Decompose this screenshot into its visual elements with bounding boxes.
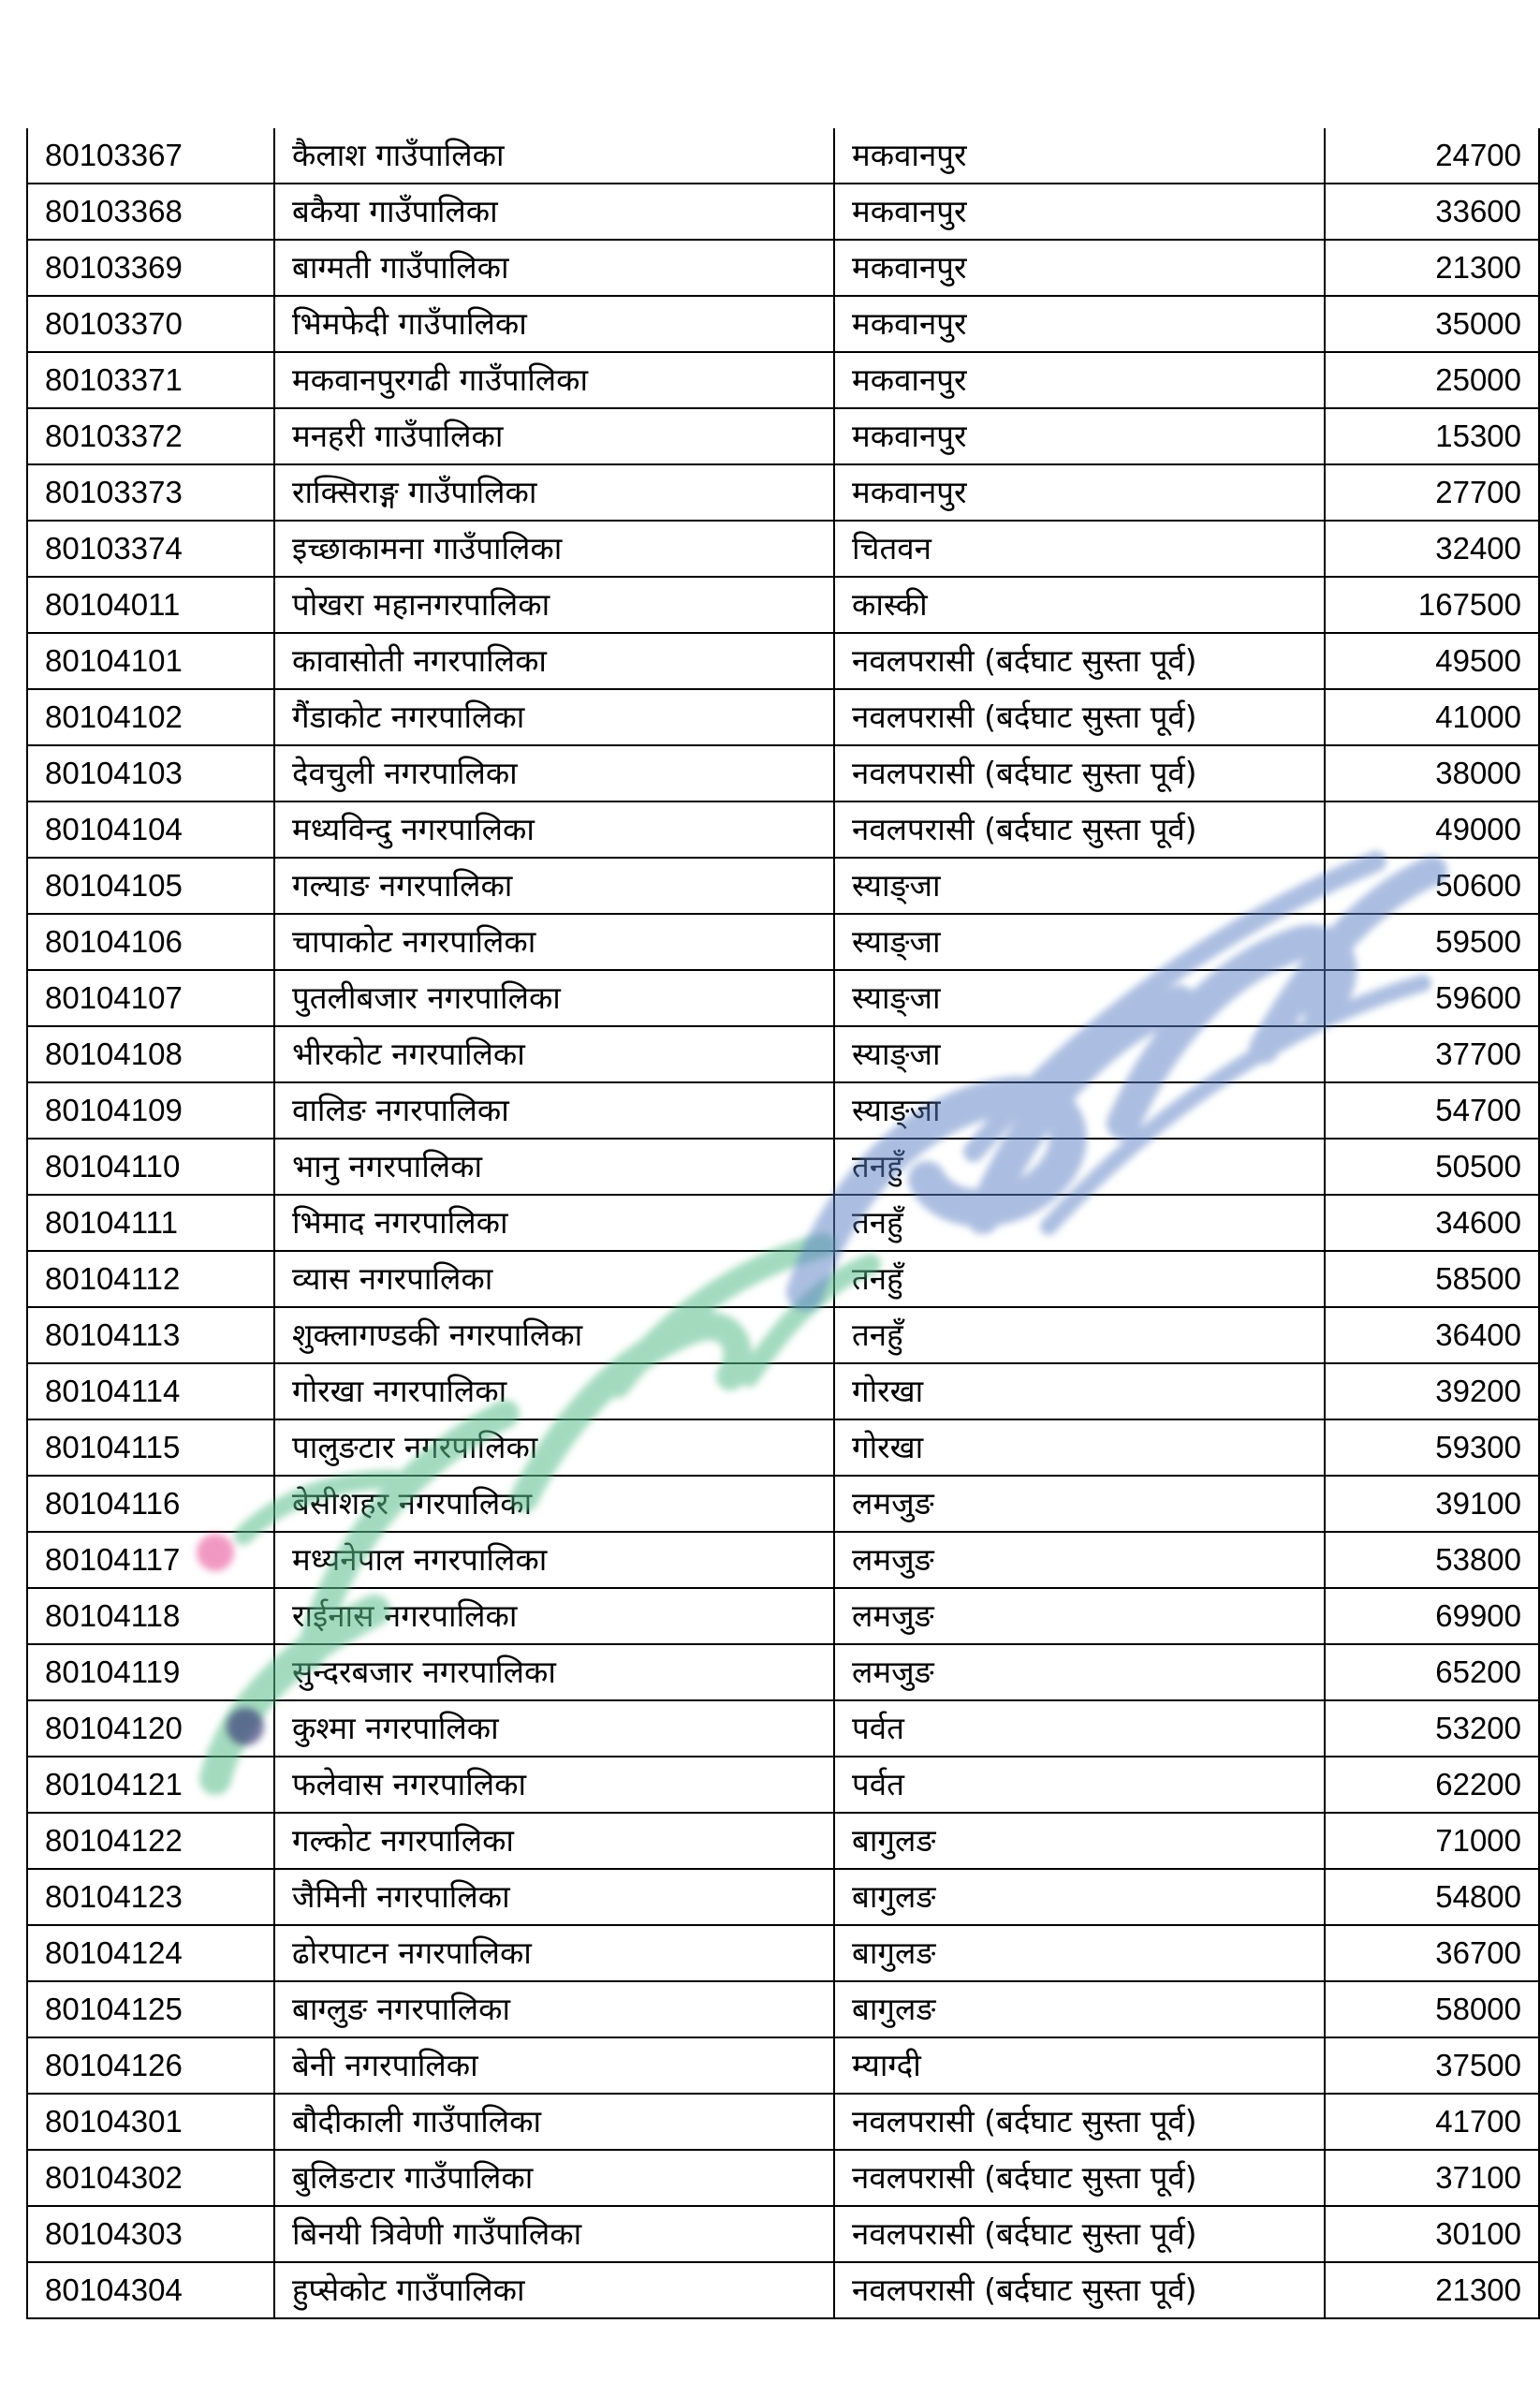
cell-code: 80103368 <box>27 184 274 240</box>
table-row <box>27 1700 1539 1757</box>
table-row <box>27 128 1539 184</box>
cell-district: स्याङ्जा <box>834 1082 1325 1139</box>
cell-district: लमजुङ <box>834 1588 1325 1644</box>
cell-amount: 59500 <box>1325 914 1539 970</box>
cell-district: स्याङ्जा <box>834 1026 1325 1082</box>
cell-amount: 53200 <box>1325 1700 1539 1757</box>
cell-code: 80104101 <box>27 633 274 689</box>
cell-district: नवलपरासी (बर्दघाट सुस्ता पूर्व) <box>834 689 1325 745</box>
cell-amount: 15300 <box>1325 408 1539 464</box>
cell-code: 80104011 <box>27 577 274 633</box>
cell-amount: 69900 <box>1325 1588 1539 1644</box>
table-row <box>27 745 1539 801</box>
table-row <box>27 689 1539 745</box>
cell-code: 80104117 <box>27 1532 274 1588</box>
cell-municipality-name: जैमिनी नगरपालिका <box>274 1869 834 1925</box>
cell-amount: 167500 <box>1325 577 1539 633</box>
cell-district: बागुलङ <box>834 1925 1325 1981</box>
cell-district: स्याङ्जा <box>834 914 1325 970</box>
cell-municipality-name: कैलाश गाउँपालिका <box>274 128 834 184</box>
cell-code: 80103373 <box>27 464 274 521</box>
cell-amount: 65200 <box>1325 1644 1539 1700</box>
cell-district: तनहुँ <box>834 1195 1325 1251</box>
cell-amount: 58000 <box>1325 1981 1539 2037</box>
cell-amount: 33600 <box>1325 184 1539 240</box>
cell-amount: 34600 <box>1325 1195 1539 1251</box>
cell-district: लमजुङ <box>834 1532 1325 1588</box>
table-row <box>27 408 1539 464</box>
cell-municipality-name: हुप्सेकोट गाउँपालिका <box>274 2262 834 2318</box>
cell-amount: 58500 <box>1325 1251 1539 1307</box>
cell-code: 80104302 <box>27 2150 274 2206</box>
cell-municipality-name: बेनी नगरपालिका <box>274 2037 834 2094</box>
cell-municipality-name: गल्याङ नगरपालिका <box>274 858 834 914</box>
cell-district: स्याङ्जा <box>834 970 1325 1026</box>
cell-code: 80103369 <box>27 240 274 296</box>
cell-municipality-name: बाग्मती गाउँपालिका <box>274 240 834 296</box>
cell-municipality-name: सुन्दरबजार नगरपालिका <box>274 1644 834 1700</box>
cell-municipality-name: कावासोती नगरपालिका <box>274 633 834 689</box>
table-row <box>27 2262 1539 2318</box>
table-row <box>27 801 1539 858</box>
cell-district: मकवानपुर <box>834 240 1325 296</box>
cell-amount: 49500 <box>1325 633 1539 689</box>
cell-municipality-name: पुतलीबजार नगरपालिका <box>274 970 834 1026</box>
cell-code: 80103370 <box>27 296 274 352</box>
cell-amount: 37100 <box>1325 2150 1539 2206</box>
cell-district: कास्की <box>834 577 1325 633</box>
cell-district: मकवानपुर <box>834 464 1325 521</box>
cell-amount: 24700 <box>1325 128 1539 184</box>
cell-district: बागुलङ <box>834 1869 1325 1925</box>
cell-district: नवलपरासी (बर्दघाट सुस्ता पूर्व) <box>834 2150 1325 2206</box>
cell-municipality-name: भिमफेदी गाउँपालिका <box>274 296 834 352</box>
cell-code: 80104105 <box>27 858 274 914</box>
cell-municipality-name: मध्यविन्दु नगरपालिका <box>274 801 834 858</box>
cell-code: 80104125 <box>27 1981 274 2037</box>
cell-code: 80104114 <box>27 1363 274 1419</box>
cell-district: मकवानपुर <box>834 128 1325 184</box>
cell-district: पर्वत <box>834 1700 1325 1757</box>
cell-amount: 21300 <box>1325 240 1539 296</box>
cell-municipality-name: बिनयी त्रिवेणी गाउँपालिका <box>274 2206 834 2262</box>
cell-municipality-name: बौदीकाली गाउँपालिका <box>274 2094 834 2150</box>
cell-district: तनहुँ <box>834 1139 1325 1195</box>
cell-code: 80104301 <box>27 2094 274 2150</box>
cell-municipality-name: व्यास नगरपालिका <box>274 1251 834 1307</box>
cell-municipality-name: इच्छाकामना गाउँपालिका <box>274 521 834 577</box>
cell-code: 80104124 <box>27 1925 274 1981</box>
cell-amount: 49000 <box>1325 801 1539 858</box>
table-row <box>27 858 1539 914</box>
cell-amount: 39100 <box>1325 1476 1539 1532</box>
cell-district: नवलपरासी (बर्दघाट सुस्ता पूर्व) <box>834 2262 1325 2318</box>
cell-district: बागुलङ <box>834 1981 1325 2037</box>
table-row <box>27 1813 1539 1869</box>
cell-code: 80104119 <box>27 1644 274 1700</box>
cell-amount: 30100 <box>1325 2206 1539 2262</box>
cell-municipality-name: मध्यनेपाल नगरपालिका <box>274 1532 834 1588</box>
cell-municipality-name: पालुङटार नगरपालिका <box>274 1419 834 1476</box>
cell-municipality-name: राक्सिराङ्ग गाउँपालिका <box>274 464 834 521</box>
table-row <box>27 1588 1539 1644</box>
table-row <box>27 1532 1539 1588</box>
table-row <box>27 1251 1539 1307</box>
cell-code: 80104109 <box>27 1082 274 1139</box>
table-row <box>27 1307 1539 1363</box>
cell-amount: 50600 <box>1325 858 1539 914</box>
cell-district: गोरखा <box>834 1419 1325 1476</box>
table-row <box>27 1476 1539 1532</box>
table-row <box>27 1363 1539 1419</box>
cell-municipality-name: शुक्लागण्डकी नगरपालिका <box>274 1307 834 1363</box>
cell-code: 80104112 <box>27 1251 274 1307</box>
cell-municipality-name: राईनास नगरपालिका <box>274 1588 834 1644</box>
cell-district: तनहुँ <box>834 1251 1325 1307</box>
table-row <box>27 2037 1539 2094</box>
table-row <box>27 2150 1539 2206</box>
cell-municipality-name: गोरखा नगरपालिका <box>274 1363 834 1419</box>
cell-code: 80104122 <box>27 1813 274 1869</box>
table-row <box>27 1026 1539 1082</box>
cell-code: 80104126 <box>27 2037 274 2094</box>
table-row <box>27 521 1539 577</box>
cell-municipality-name: कुश्मा नगरपालिका <box>274 1700 834 1757</box>
cell-amount: 36700 <box>1325 1925 1539 1981</box>
cell-district: मकवानपुर <box>834 352 1325 408</box>
table-row <box>27 1757 1539 1813</box>
table-row <box>27 577 1539 633</box>
cell-code: 80103367 <box>27 128 274 184</box>
cell-code: 80104111 <box>27 1195 274 1251</box>
cell-code: 80104304 <box>27 2262 274 2318</box>
cell-amount: 39200 <box>1325 1363 1539 1419</box>
cell-municipality-name: बुलिङटार गाउँपालिका <box>274 2150 834 2206</box>
cell-code: 80104106 <box>27 914 274 970</box>
cell-district: मकवानपुर <box>834 296 1325 352</box>
cell-code: 80104115 <box>27 1419 274 1476</box>
cell-amount: 25000 <box>1325 352 1539 408</box>
cell-district: नवलपरासी (बर्दघाट सुस्ता पूर्व) <box>834 2094 1325 2150</box>
table-row <box>27 184 1539 240</box>
cell-municipality-name: वालिङ नगरपालिका <box>274 1082 834 1139</box>
cell-municipality-name: पोखरा महानगरपालिका <box>274 577 834 633</box>
table-row <box>27 240 1539 296</box>
cell-municipality-name: बेसीशहर नगरपालिका <box>274 1476 834 1532</box>
table-row <box>27 1419 1539 1476</box>
cell-code: 80103371 <box>27 352 274 408</box>
cell-municipality-name: फलेवास नगरपालिका <box>274 1757 834 1813</box>
cell-district: नवलपरासी (बर्दघाट सुस्ता पूर्व) <box>834 745 1325 801</box>
cell-municipality-name: भिमाद नगरपालिका <box>274 1195 834 1251</box>
cell-district: बागुलङ <box>834 1813 1325 1869</box>
municipality-budget-table <box>26 128 1540 2319</box>
cell-district: नवलपरासी (बर्दघाट सुस्ता पूर्व) <box>834 2206 1325 2262</box>
cell-municipality-name: चापाकोट नगरपालिका <box>274 914 834 970</box>
cell-district: लमजुङ <box>834 1476 1325 1532</box>
table-row <box>27 352 1539 408</box>
cell-district: तनहुँ <box>834 1307 1325 1363</box>
cell-municipality-name: बकैया गाउँपालिका <box>274 184 834 240</box>
table-row <box>27 633 1539 689</box>
cell-code: 80104303 <box>27 2206 274 2262</box>
cell-municipality-name: भीरकोट नगरपालिका <box>274 1026 834 1082</box>
cell-municipality-name: मकवानपुरगढी गाउँपालिका <box>274 352 834 408</box>
cell-amount: 41700 <box>1325 2094 1539 2150</box>
cell-amount: 32400 <box>1325 521 1539 577</box>
cell-municipality-name: बाग्लुङ नगरपालिका <box>274 1981 834 2037</box>
cell-district: मकवानपुर <box>834 184 1325 240</box>
table-body <box>27 128 1539 2318</box>
cell-district: नवलपरासी (बर्दघाट सुस्ता पूर्व) <box>834 801 1325 858</box>
cell-amount: 21300 <box>1325 2262 1539 2318</box>
cell-amount: 62200 <box>1325 1757 1539 1813</box>
table-row <box>27 1195 1539 1251</box>
cell-amount: 54800 <box>1325 1869 1539 1925</box>
table-row <box>27 1869 1539 1925</box>
table-row <box>27 2206 1539 2262</box>
cell-municipality-name: गल्कोट नगरपालिका <box>274 1813 834 1869</box>
cell-amount: 54700 <box>1325 1082 1539 1139</box>
table-row <box>27 970 1539 1026</box>
cell-code: 80104107 <box>27 970 274 1026</box>
cell-district: स्याङ्जा <box>834 858 1325 914</box>
cell-amount: 59300 <box>1325 1419 1539 1476</box>
cell-amount: 41000 <box>1325 689 1539 745</box>
cell-code: 80104120 <box>27 1700 274 1757</box>
cell-code: 80103374 <box>27 521 274 577</box>
table-row <box>27 1644 1539 1700</box>
table-row <box>27 914 1539 970</box>
table-row <box>27 1925 1539 1981</box>
cell-municipality-name: भानु नगरपालिका <box>274 1139 834 1195</box>
cell-municipality-name: गैंडाकोट नगरपालिका <box>274 689 834 745</box>
table-row <box>27 2094 1539 2150</box>
cell-amount: 36400 <box>1325 1307 1539 1363</box>
cell-code: 80104108 <box>27 1026 274 1082</box>
cell-code: 80104110 <box>27 1139 274 1195</box>
cell-code: 80104118 <box>27 1588 274 1644</box>
cell-amount: 71000 <box>1325 1813 1539 1869</box>
cell-code: 80104113 <box>27 1307 274 1363</box>
cell-code: 80104103 <box>27 745 274 801</box>
table-row <box>27 296 1539 352</box>
cell-amount: 59600 <box>1325 970 1539 1026</box>
cell-municipality-name: ढोरपाटन नगरपालिका <box>274 1925 834 1981</box>
cell-district: चितवन <box>834 521 1325 577</box>
table-row <box>27 464 1539 521</box>
cell-amount: 53800 <box>1325 1532 1539 1588</box>
cell-code: 80104116 <box>27 1476 274 1532</box>
cell-amount: 27700 <box>1325 464 1539 521</box>
cell-district: लमजुङ <box>834 1644 1325 1700</box>
table-row <box>27 1981 1539 2037</box>
cell-amount: 38000 <box>1325 745 1539 801</box>
cell-amount: 35000 <box>1325 296 1539 352</box>
cell-district: गोरखा <box>834 1363 1325 1419</box>
table-row <box>27 1082 1539 1139</box>
cell-code: 80103372 <box>27 408 274 464</box>
cell-code: 80104123 <box>27 1869 274 1925</box>
cell-municipality-name: मनहरी गाउँपालिका <box>274 408 834 464</box>
cell-code: 80104104 <box>27 801 274 858</box>
cell-amount: 50500 <box>1325 1139 1539 1195</box>
cell-district: नवलपरासी (बर्दघाट सुस्ता पूर्व) <box>834 633 1325 689</box>
cell-amount: 37700 <box>1325 1026 1539 1082</box>
cell-code: 80104102 <box>27 689 274 745</box>
cell-district: मकवानपुर <box>834 408 1325 464</box>
cell-code: 80104121 <box>27 1757 274 1813</box>
cell-municipality-name: देवचुली नगरपालिका <box>274 745 834 801</box>
cell-district: पर्वत <box>834 1757 1325 1813</box>
table-row <box>27 1139 1539 1195</box>
cell-district: म्याग्दी <box>834 2037 1325 2094</box>
cell-amount: 37500 <box>1325 2037 1539 2094</box>
